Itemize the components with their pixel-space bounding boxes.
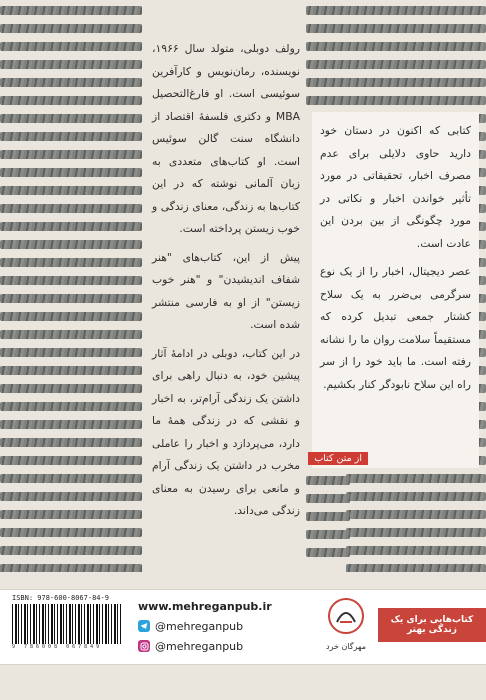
redaction-stripe [306,530,350,539]
redaction-stripe [306,494,350,503]
redaction-stripe [346,60,486,69]
redaction-stripe [0,240,142,249]
publisher-name: مهرگان خرد [326,642,366,651]
redaction-stripe [0,42,142,51]
redaction-stripe [0,114,142,123]
instagram-handle[interactable]: @mehreganpub [155,639,244,653]
redaction-stripe [306,96,350,105]
telegram-row [138,616,318,636]
publisher-contact [138,596,318,656]
isbn-label: ISBN: 978-600-8067-84-9 [12,594,109,602]
redaction-stripe [346,546,486,555]
bio-paragraph: پیش از این، کتاب‌های "هنر شفاف اندیشیدن" و "هنر خوب زیستن" از او به فارسی منتشر شده است. [152,250,300,331]
publisher-logo [316,596,376,658]
redaction-stripe [0,348,142,357]
redaction-stripe [346,6,486,15]
redaction-stripe [306,60,350,69]
redaction-stripe [0,402,142,411]
redaction-stripe [346,474,486,483]
series-banner: کتاب‌هایی برای یک زندگی بهتر [378,608,486,642]
redaction-stripe [0,510,142,519]
redaction-stripe [0,384,142,393]
telegram-icon [138,620,150,632]
website-link[interactable]: www.mehreganpub.ir [138,599,272,613]
redaction-stripes-middle-top [306,0,350,110]
footer-band [0,589,486,665]
redaction-stripe [0,6,142,15]
redaction-stripe [346,42,486,51]
redaction-stripe [0,492,142,501]
excerpt-box [312,112,479,468]
redaction-stripe [306,42,350,51]
redaction-stripe [306,24,350,33]
redaction-stripe [0,258,142,267]
redaction-stripe [0,132,142,141]
redaction-stripe [0,330,142,339]
redaction-stripe [0,294,142,303]
redaction-stripe [306,512,350,521]
redaction-stripe [0,312,142,321]
excerpt-text [320,120,471,396]
redaction-stripe [0,420,142,429]
redaction-stripe [0,96,142,105]
redaction-stripe [306,78,350,87]
redaction-stripe [346,510,486,519]
redaction-stripe [0,474,142,483]
excerpt-tag: از متن کتاب [308,452,368,465]
redaction-stripe [0,546,142,555]
bio-paragraph: رولف دوبلی، متولد سال ۱۹۶۶، نویسنده، رمان‌نویس و کارآفرین سوئیسی است. او فارغ‌التحصیل MBA و دکتری فلسفهٔ اقتصاد از دانشگاه سنت گالن سوئیس است. او کتاب‌های متعددی به زبان آلمانی نوشته که در این کتاب‌ها به زندگی، معنای زندگی و خوب زیستن پرداخته است. [152,42,300,235]
redaction-stripe [0,222,142,231]
instagram-icon [138,640,150,652]
publisher-logo-icon [326,596,366,636]
redaction-stripe [306,6,350,15]
redaction-stripe [0,60,142,69]
barcode-digits: 9 786008 067849 [12,644,103,650]
website-row [138,596,318,616]
redaction-stripe [0,528,142,537]
excerpt-paragraph: عصر دیجیتال، اخبار را از یک نوع سرگرمی بی‌ضرر به یک سلاح کشتار جمعی تبدیل کرده که مستقیماً سلامت روان ما را نشانه رفته است. ما باید خود را از سر راه این سلاح نابودگر کنار بکشیم. [320,265,471,391]
excerpt-paragraph: کتابی که اکنون در دستان خود دارید حاوی دلایلی برای عدم مصرف اخبار، تحقیقاتی در مورد تأثیر خواندن اخبار و نکاتی در مورد چگونگی از بین بردن این عادت است. [320,124,471,250]
redaction-stripe [0,456,142,465]
redaction-stripe [306,476,350,485]
instagram-row [138,636,318,656]
back-cover-footer [0,572,486,700]
redaction-stripe [0,24,142,33]
barcode-bars [12,604,122,644]
redaction-stripe [346,492,486,501]
barcode [10,594,128,656]
redaction-stripe [0,276,142,285]
telegram-handle[interactable]: @mehreganpub [155,619,244,633]
redaction-stripe [346,24,486,33]
redaction-stripe [0,150,142,159]
redaction-stripe [0,78,142,87]
redaction-stripe [346,78,486,87]
redaction-stripe [0,186,142,195]
author-bio [152,38,300,529]
redaction-stripe [346,96,486,105]
redaction-stripe [0,168,142,177]
bio-paragraph: در این کتاب، دوبلی در ادامهٔ آثار پیشین خود، به دنبال راهی برای داشتن یک زندگی آرام‌تر، به اخبار و نقشی که در زندگی همهٔ ما دارد، می‌پردازد و اخبار را عاملی مخرب در داشتن یک زندگی آرام و مانعی برای رسیدن به معنای زندگی می‌داند. [152,346,300,517]
redaction-stripe [0,204,142,213]
redaction-stripe [0,366,142,375]
redaction-stripes-left [0,0,142,572]
redaction-stripe [0,438,142,447]
redaction-stripes-middle-bottom [306,470,350,570]
redaction-stripe [306,548,350,557]
redaction-stripe [346,528,486,537]
